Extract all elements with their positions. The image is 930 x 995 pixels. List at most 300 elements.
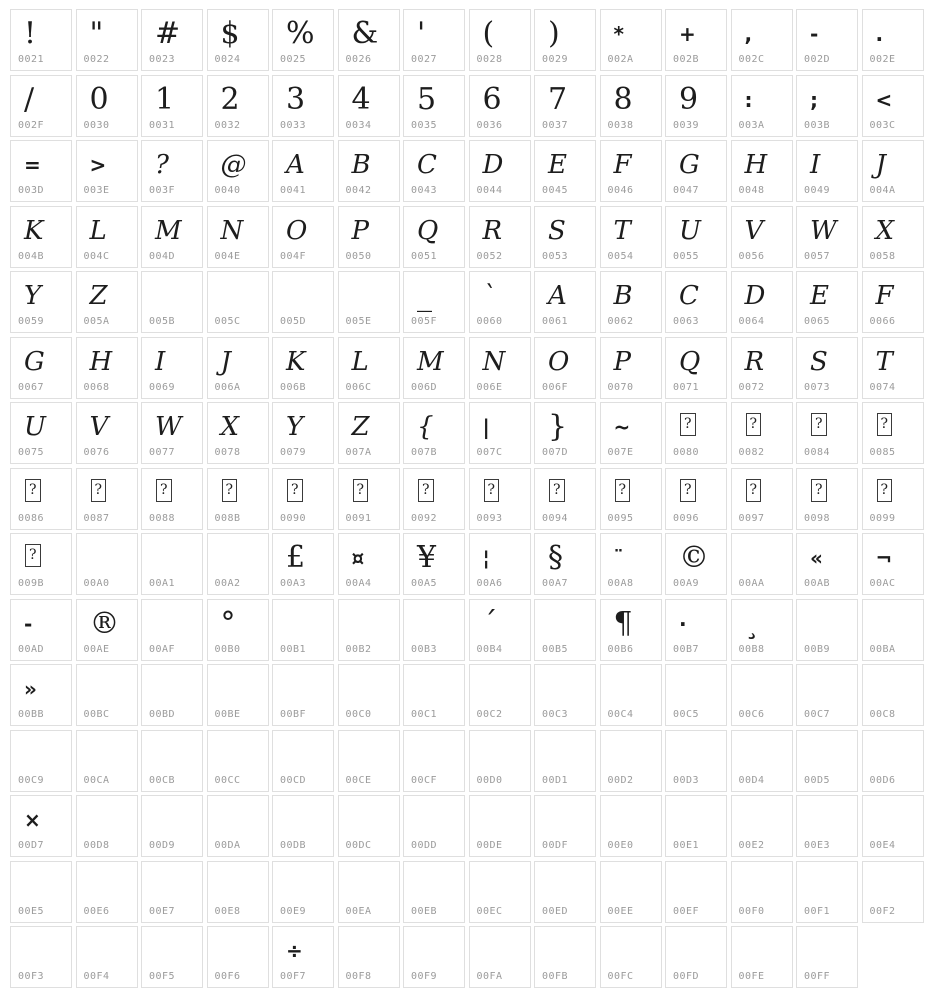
codepoint-label: 00F2 bbox=[869, 905, 896, 917]
glyph-cell bbox=[207, 599, 269, 661]
glyph-cell bbox=[207, 9, 269, 71]
glyph-cell bbox=[338, 730, 400, 792]
glyph-cell bbox=[272, 926, 334, 988]
glyph-cell bbox=[600, 795, 662, 857]
codepoint-label: 0058 bbox=[869, 250, 896, 262]
glyph: ? bbox=[484, 479, 500, 502]
glyph-cell bbox=[207, 337, 269, 399]
codepoint-label: 00F1 bbox=[804, 905, 831, 917]
codepoint-label: 0068 bbox=[83, 381, 110, 393]
codepoint-label: 002D bbox=[804, 54, 831, 65]
glyph-cell bbox=[272, 75, 334, 137]
glyph-cell bbox=[862, 664, 924, 726]
glyph: ÷ bbox=[286, 939, 303, 963]
glyph-cell bbox=[796, 533, 858, 595]
codepoint-label: 002F bbox=[18, 119, 45, 131]
glyph-cell bbox=[403, 468, 465, 530]
codepoint-label: 0030 bbox=[83, 119, 110, 131]
codepoint-label: 00A3 bbox=[280, 578, 307, 589]
codepoint-label: 0080 bbox=[673, 447, 700, 458]
codepoint-label: 0054 bbox=[607, 250, 634, 262]
codepoint-label: 00B9 bbox=[804, 643, 831, 655]
glyph: H bbox=[744, 150, 768, 180]
codepoint-label: 00A7 bbox=[542, 578, 569, 589]
glyph: × bbox=[24, 808, 41, 832]
glyph: X bbox=[875, 215, 895, 246]
glyph-cell bbox=[76, 271, 138, 333]
glyph-cell bbox=[272, 468, 334, 530]
glyph: : bbox=[744, 87, 753, 112]
glyph-cell bbox=[272, 599, 334, 661]
glyph-cell bbox=[141, 926, 203, 988]
codepoint-label: 00B1 bbox=[280, 643, 307, 655]
glyph-cell bbox=[862, 75, 924, 137]
glyph-cell bbox=[10, 795, 72, 857]
glyph-cell bbox=[403, 140, 465, 202]
glyph: > bbox=[89, 153, 107, 177]
codepoint-label: 00F7 bbox=[280, 971, 307, 982]
glyph: B bbox=[613, 281, 633, 311]
glyph: G bbox=[24, 346, 45, 377]
codepoint-label: 006B bbox=[280, 381, 307, 393]
codepoint-label: 00BC bbox=[83, 709, 110, 720]
glyph: N bbox=[482, 346, 506, 377]
glyph: O bbox=[548, 346, 570, 377]
codepoint-label: 0040 bbox=[214, 185, 241, 196]
glyph-cell bbox=[141, 9, 203, 71]
glyph: « bbox=[810, 546, 823, 570]
glyph: ¸ bbox=[744, 605, 760, 641]
glyph-cell bbox=[403, 271, 465, 333]
glyph: F bbox=[875, 281, 894, 311]
glyph-cell bbox=[403, 861, 465, 923]
glyph-cell bbox=[796, 9, 858, 71]
glyph-cell bbox=[76, 926, 138, 988]
glyph: ¦ bbox=[482, 546, 490, 570]
glyph-cell bbox=[207, 926, 269, 988]
codepoint-label: 00AC bbox=[869, 578, 896, 589]
codepoint-label: 003B bbox=[804, 119, 831, 131]
glyph: ? bbox=[156, 479, 172, 502]
glyph: Y bbox=[286, 412, 304, 442]
codepoint-label: 00BD bbox=[149, 709, 176, 720]
glyph-cell bbox=[862, 795, 924, 857]
glyph-cell bbox=[76, 140, 138, 202]
glyph-cell bbox=[338, 206, 400, 268]
glyph-cell bbox=[403, 533, 465, 595]
codepoint-label: 00FA bbox=[476, 971, 503, 982]
glyph-cell bbox=[469, 926, 531, 988]
glyph: 0 bbox=[89, 81, 109, 117]
glyph: S bbox=[548, 215, 566, 246]
glyph: 4 bbox=[351, 81, 371, 117]
glyph-cell bbox=[731, 795, 793, 857]
glyph-cell bbox=[403, 599, 465, 661]
codepoint-label: 0052 bbox=[476, 250, 503, 262]
glyph-cell bbox=[731, 75, 793, 137]
codepoint-label: 0064 bbox=[738, 316, 765, 327]
glyph-cell bbox=[731, 206, 793, 268]
glyph-cell bbox=[272, 206, 334, 268]
codepoint-label: 0028 bbox=[476, 54, 503, 65]
codepoint-label: 0053 bbox=[542, 250, 569, 262]
codepoint-label: 0062 bbox=[607, 316, 634, 327]
glyph-cell bbox=[207, 861, 269, 923]
glyph: Q bbox=[417, 215, 439, 246]
codepoint-label: 004F bbox=[280, 250, 307, 262]
glyph: , bbox=[744, 22, 753, 46]
glyph: £ bbox=[286, 540, 306, 575]
glyph: © bbox=[679, 540, 709, 575]
glyph-cell bbox=[731, 337, 793, 399]
glyph-cell bbox=[141, 206, 203, 268]
glyph-cell bbox=[10, 926, 72, 988]
codepoint-label: 0095 bbox=[607, 512, 634, 524]
codepoint-label: 00F9 bbox=[411, 971, 438, 982]
codepoint-label: 0047 bbox=[673, 185, 700, 196]
glyph-cell bbox=[534, 271, 596, 333]
codepoint-label: 00FD bbox=[673, 971, 700, 982]
glyph-cell bbox=[600, 402, 662, 464]
glyph: } bbox=[548, 409, 568, 444]
glyph: _ bbox=[417, 278, 432, 313]
glyph-cell bbox=[796, 795, 858, 857]
glyph-cell bbox=[207, 140, 269, 202]
glyph-cell bbox=[141, 140, 203, 202]
codepoint-label: 0059 bbox=[18, 316, 45, 327]
codepoint-label: 0063 bbox=[673, 316, 700, 327]
glyph-cell bbox=[665, 140, 727, 202]
glyph: K bbox=[286, 346, 306, 377]
codepoint-label: 0079 bbox=[280, 447, 307, 458]
glyph-cell bbox=[10, 533, 72, 595]
codepoint-label: 00C3 bbox=[542, 709, 569, 720]
codepoint-label: 00EE bbox=[607, 905, 634, 917]
codepoint-label: 0098 bbox=[804, 512, 831, 524]
codepoint-label: 0042 bbox=[345, 185, 372, 196]
codepoint-label: 00D6 bbox=[869, 774, 896, 786]
glyph-cell bbox=[403, 402, 465, 464]
codepoint-label: 0029 bbox=[542, 54, 569, 65]
codepoint-label: 0045 bbox=[542, 185, 569, 196]
glyph-cell bbox=[796, 206, 858, 268]
codepoint-label: 00A6 bbox=[476, 578, 503, 589]
glyph-cell bbox=[338, 75, 400, 137]
codepoint-label: 0023 bbox=[149, 54, 176, 65]
glyph-cell bbox=[731, 730, 793, 792]
glyph-cell bbox=[665, 533, 727, 595]
glyph: I bbox=[810, 150, 821, 180]
glyph: O bbox=[286, 215, 308, 246]
glyph: K bbox=[24, 215, 44, 246]
codepoint-label: 00F6 bbox=[214, 971, 241, 982]
codepoint-label: 00AE bbox=[83, 643, 110, 655]
glyph-cell bbox=[796, 402, 858, 464]
codepoint-label: 00E1 bbox=[673, 840, 700, 851]
codepoint-label: 00C2 bbox=[476, 709, 503, 720]
codepoint-label: 00F3 bbox=[18, 971, 45, 982]
glyph: 3 bbox=[286, 81, 306, 117]
glyph-cell bbox=[141, 730, 203, 792]
codepoint-label: 003E bbox=[83, 185, 110, 196]
glyph: . bbox=[875, 22, 884, 46]
codepoint-label: 0097 bbox=[738, 512, 765, 524]
glyph-cell bbox=[207, 795, 269, 857]
glyph-cell bbox=[534, 402, 596, 464]
codepoint-label: 0066 bbox=[869, 316, 896, 327]
glyph: ? bbox=[222, 479, 238, 502]
glyph-cell bbox=[76, 599, 138, 661]
codepoint-label: 0034 bbox=[345, 119, 372, 131]
codepoint-label: 00CC bbox=[214, 774, 241, 786]
codepoint-label: 00A5 bbox=[411, 578, 438, 589]
glyph-cell bbox=[338, 664, 400, 726]
glyph-cell bbox=[796, 926, 858, 988]
glyph: ¬ bbox=[875, 546, 893, 570]
glyph: » bbox=[24, 677, 37, 701]
codepoint-label: 0037 bbox=[542, 119, 569, 131]
glyph: + bbox=[679, 22, 696, 46]
glyph-cell bbox=[600, 533, 662, 595]
glyph: { bbox=[417, 412, 434, 442]
glyph-cell bbox=[665, 9, 727, 71]
glyph-cell bbox=[862, 402, 924, 464]
codepoint-label: 0021 bbox=[18, 54, 45, 65]
glyph-cell bbox=[207, 730, 269, 792]
glyph-cell bbox=[469, 861, 531, 923]
glyph: ' bbox=[417, 16, 426, 51]
glyph-cell bbox=[862, 206, 924, 268]
glyph: M bbox=[417, 346, 444, 377]
glyph-cell bbox=[534, 730, 596, 792]
glyph-cell bbox=[796, 271, 858, 333]
glyph: 9 bbox=[679, 81, 699, 117]
glyph-cell bbox=[403, 664, 465, 726]
glyph: V bbox=[744, 215, 764, 246]
glyph-cell bbox=[76, 730, 138, 792]
codepoint-label: 005E bbox=[345, 316, 372, 327]
codepoint-label: 0091 bbox=[345, 512, 372, 524]
glyph: Y bbox=[24, 281, 42, 311]
glyph: ? bbox=[877, 479, 893, 502]
codepoint-label: 00BE bbox=[214, 709, 241, 720]
glyph-cell bbox=[141, 402, 203, 464]
glyph-cell bbox=[272, 402, 334, 464]
glyph-cell bbox=[534, 140, 596, 202]
codepoint-label: 0043 bbox=[411, 185, 438, 196]
codepoint-label: 00EA bbox=[345, 905, 372, 917]
glyph: ´ bbox=[482, 605, 498, 641]
codepoint-label: 00E6 bbox=[83, 905, 110, 917]
glyph: I bbox=[155, 346, 166, 377]
glyph-cell bbox=[862, 599, 924, 661]
glyph-cell bbox=[338, 795, 400, 857]
glyph: ~ bbox=[613, 415, 631, 439]
glyph-cell bbox=[272, 664, 334, 726]
codepoint-label: 0044 bbox=[476, 185, 503, 196]
glyph-cell bbox=[600, 271, 662, 333]
glyph-cell bbox=[76, 9, 138, 71]
glyph-cell bbox=[862, 533, 924, 595]
codepoint-label: 00BF bbox=[280, 709, 307, 720]
glyph-cell bbox=[534, 206, 596, 268]
glyph: R bbox=[744, 346, 765, 377]
codepoint-label: 00F5 bbox=[149, 971, 176, 982]
glyph-cell bbox=[141, 468, 203, 530]
codepoint-label: 00E3 bbox=[804, 840, 831, 851]
codepoint-label: 00C7 bbox=[804, 709, 831, 720]
glyph: ! bbox=[24, 16, 37, 51]
glyph-cell bbox=[10, 140, 72, 202]
glyph-cell bbox=[76, 402, 138, 464]
glyph: ¤ bbox=[351, 546, 365, 570]
glyph-cell bbox=[76, 468, 138, 530]
glyph: Z bbox=[351, 412, 370, 442]
codepoint-label: 00EF bbox=[673, 905, 700, 917]
codepoint-label: 00AB bbox=[804, 578, 831, 589]
codepoint-label: 00CA bbox=[83, 774, 110, 786]
codepoint-label: 00FF bbox=[804, 971, 831, 982]
glyph-cell bbox=[862, 861, 924, 923]
glyph: ? bbox=[680, 479, 696, 502]
glyph-cell bbox=[600, 75, 662, 137]
glyph: * bbox=[613, 22, 624, 46]
codepoint-label: 00CF bbox=[411, 774, 438, 786]
glyph: " bbox=[89, 16, 104, 51]
glyph-cell bbox=[469, 402, 531, 464]
glyph: @ bbox=[220, 150, 247, 180]
glyph-cell bbox=[665, 271, 727, 333]
codepoint-label: 0024 bbox=[214, 54, 241, 65]
glyph: ¶ bbox=[613, 605, 633, 641]
codepoint-label: 0084 bbox=[804, 447, 831, 458]
glyph-cell bbox=[272, 9, 334, 71]
glyph-cell bbox=[76, 664, 138, 726]
glyph-cell bbox=[665, 664, 727, 726]
glyph-cell bbox=[469, 75, 531, 137]
codepoint-label: 002E bbox=[869, 54, 896, 65]
glyph: ) bbox=[548, 16, 560, 51]
codepoint-label: 00CE bbox=[345, 774, 372, 786]
codepoint-label: 007C bbox=[476, 447, 503, 458]
glyph-cell bbox=[76, 533, 138, 595]
glyph-cell bbox=[796, 599, 858, 661]
codepoint-label: 0033 bbox=[280, 119, 307, 131]
glyph-cell bbox=[862, 337, 924, 399]
codepoint-label: 0046 bbox=[607, 185, 634, 196]
glyph: Q bbox=[679, 346, 701, 377]
glyph-cell bbox=[731, 861, 793, 923]
glyph: A bbox=[548, 281, 567, 311]
glyph: C bbox=[417, 150, 437, 180]
glyph: 5 bbox=[417, 81, 437, 117]
codepoint-label: 004E bbox=[214, 250, 241, 262]
codepoint-label: 0087 bbox=[83, 512, 110, 524]
codepoint-label: 00A9 bbox=[673, 578, 700, 589]
glyph-cell bbox=[141, 533, 203, 595]
glyph: % bbox=[286, 16, 315, 51]
glyph: & bbox=[351, 16, 379, 51]
codepoint-label: 005B bbox=[149, 316, 176, 327]
glyph: ? bbox=[877, 413, 893, 436]
glyph-cell bbox=[731, 468, 793, 530]
glyph: | bbox=[482, 415, 490, 439]
glyph-cell bbox=[534, 795, 596, 857]
codepoint-label: 00ED bbox=[542, 905, 569, 917]
codepoint-label: 005F bbox=[411, 316, 438, 327]
glyph-cell bbox=[534, 75, 596, 137]
glyph-cell bbox=[141, 337, 203, 399]
codepoint-label: 0073 bbox=[804, 381, 831, 393]
codepoint-label: 00B4 bbox=[476, 643, 503, 655]
codepoint-label: 0070 bbox=[607, 381, 634, 393]
glyph: 2 bbox=[220, 81, 240, 117]
glyph-cell bbox=[207, 402, 269, 464]
glyph-cell bbox=[665, 730, 727, 792]
glyph: W bbox=[810, 215, 837, 246]
codepoint-label: 003F bbox=[149, 185, 176, 196]
glyph-cell bbox=[403, 206, 465, 268]
glyph-cell bbox=[796, 468, 858, 530]
codepoint-label: 00E7 bbox=[149, 905, 176, 917]
glyph-cell bbox=[731, 402, 793, 464]
glyph-cell bbox=[338, 9, 400, 71]
codepoint-label: 005D bbox=[280, 316, 307, 327]
glyph: $ bbox=[220, 16, 240, 51]
codepoint-label: 004D bbox=[149, 250, 176, 262]
glyph: 8 bbox=[613, 81, 633, 117]
glyph-cell bbox=[272, 533, 334, 595]
codepoint-label: 00FE bbox=[738, 971, 765, 982]
codepoint-label: 00C9 bbox=[18, 774, 45, 786]
glyph: T bbox=[875, 346, 893, 377]
glyph-cell bbox=[141, 271, 203, 333]
codepoint-label: 0038 bbox=[607, 119, 634, 131]
glyph-cell bbox=[731, 9, 793, 71]
codepoint-label: 0076 bbox=[83, 447, 110, 458]
codepoint-label: 002A bbox=[607, 54, 634, 65]
glyph: G bbox=[679, 150, 700, 180]
glyph-cell bbox=[665, 861, 727, 923]
codepoint-label: 0036 bbox=[476, 119, 503, 131]
codepoint-label: 0067 bbox=[18, 381, 45, 393]
codepoint-label: 0051 bbox=[411, 250, 438, 262]
glyph: ? bbox=[811, 413, 827, 436]
codepoint-label: 00A8 bbox=[607, 578, 634, 589]
glyph: = bbox=[24, 153, 41, 177]
glyph-cell bbox=[796, 730, 858, 792]
glyph-cell bbox=[534, 861, 596, 923]
glyph: J bbox=[875, 150, 886, 180]
codepoint-label: 002B bbox=[673, 54, 700, 65]
glyph-cell bbox=[338, 533, 400, 595]
glyph-cell bbox=[469, 337, 531, 399]
glyph: ? bbox=[811, 479, 827, 502]
glyph-cell bbox=[469, 599, 531, 661]
codepoint-label: 0074 bbox=[869, 381, 896, 393]
glyph-cell bbox=[731, 533, 793, 595]
glyph-cell bbox=[469, 206, 531, 268]
codepoint-label: 0069 bbox=[149, 381, 176, 393]
codepoint-label: 0099 bbox=[869, 512, 896, 524]
codepoint-label: 00DB bbox=[280, 840, 307, 851]
codepoint-label: 003D bbox=[18, 185, 45, 196]
codepoint-label: 00E8 bbox=[214, 905, 241, 917]
codepoint-label: 004A bbox=[869, 185, 896, 196]
codepoint-label: 00B7 bbox=[673, 643, 700, 655]
codepoint-label: 0071 bbox=[673, 381, 700, 393]
glyph-cell bbox=[600, 926, 662, 988]
